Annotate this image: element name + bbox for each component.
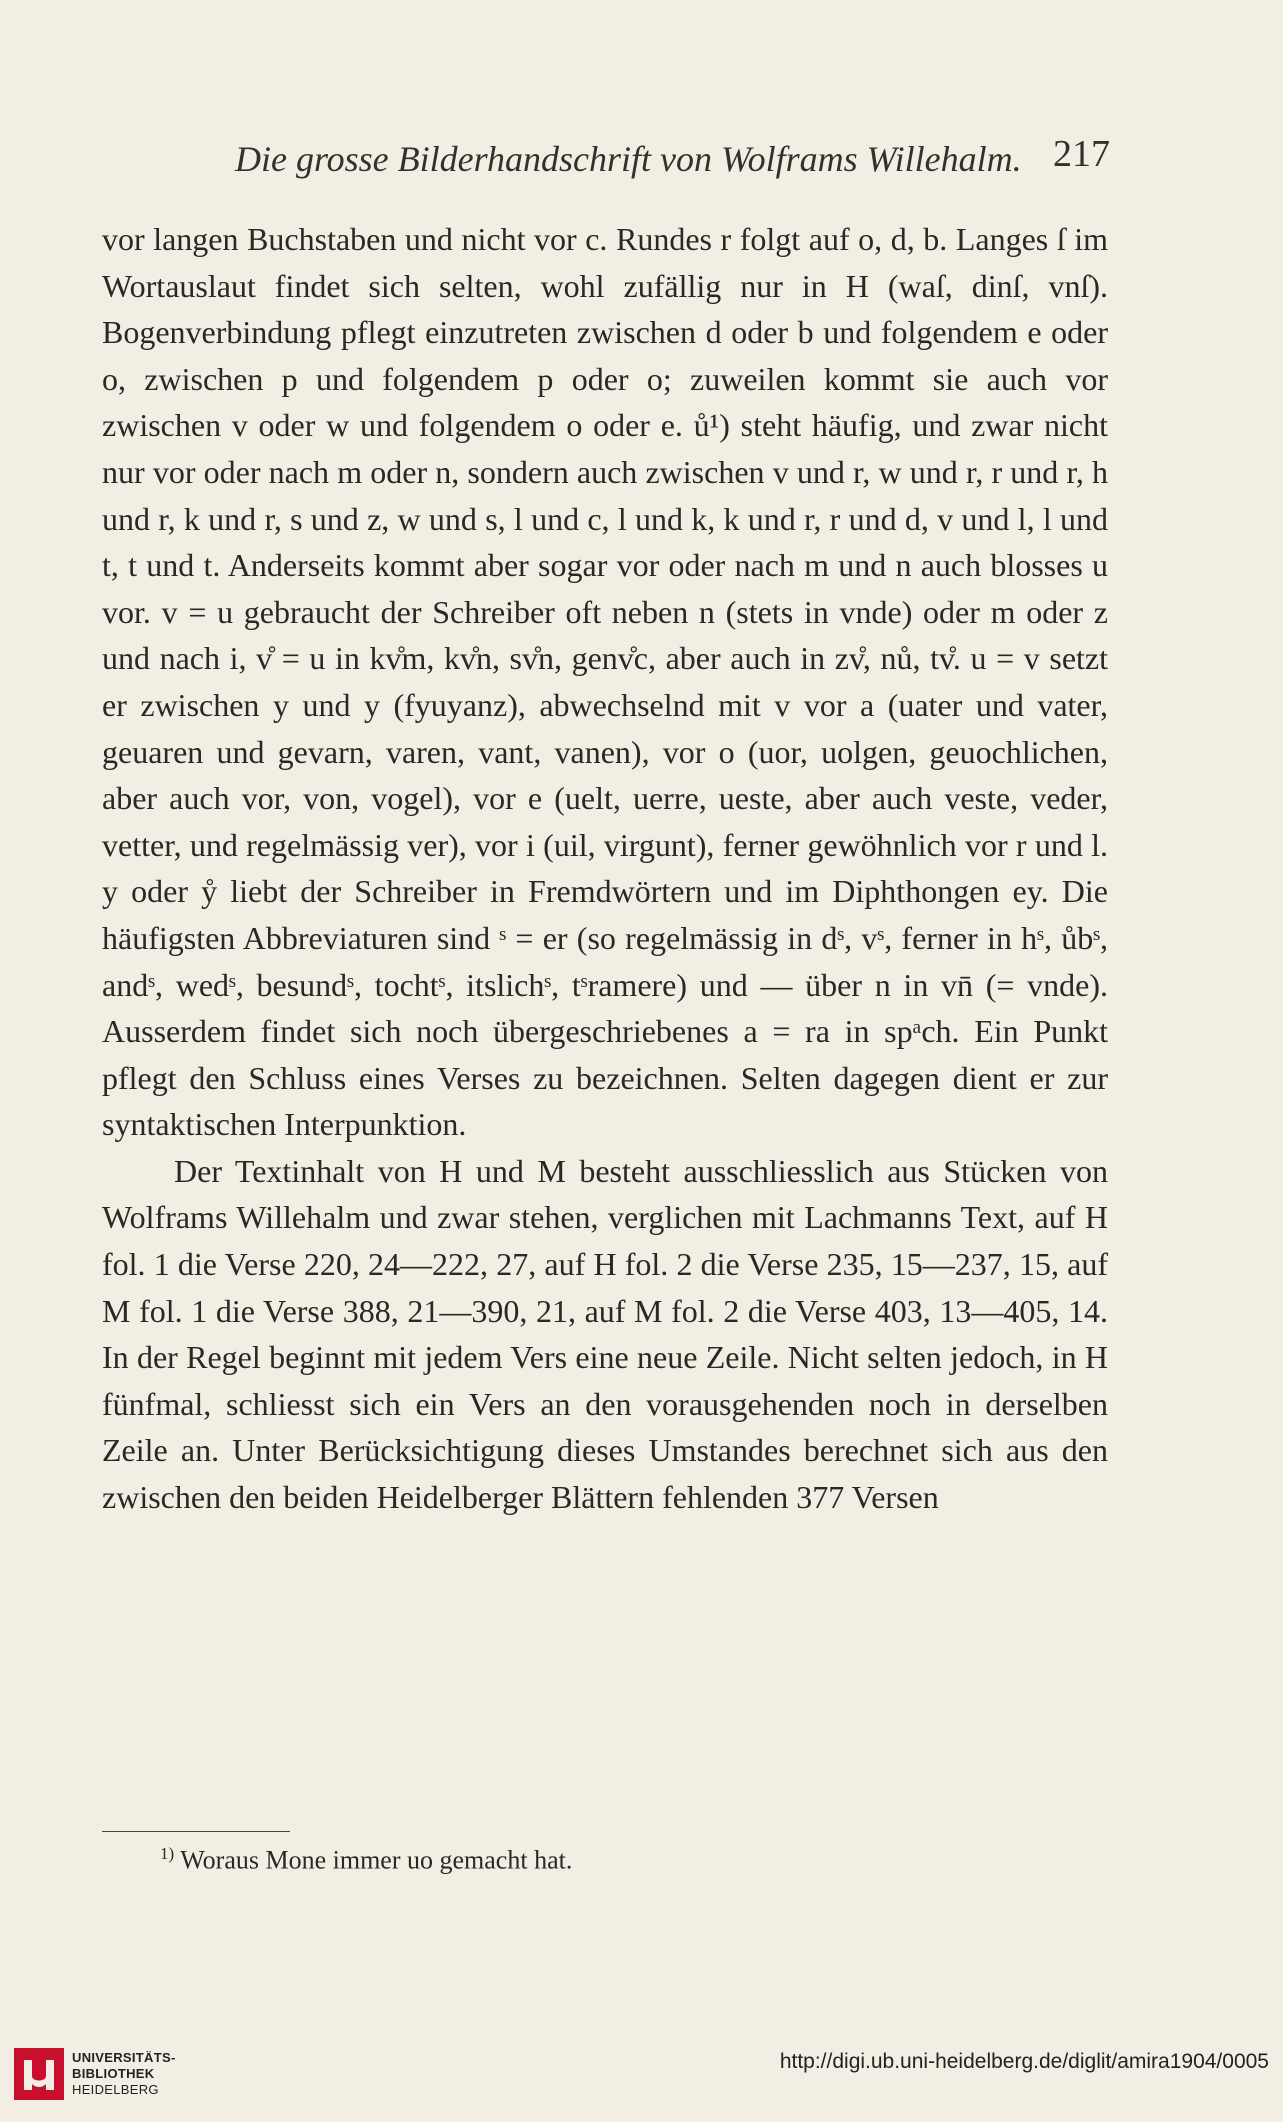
footnote bbox=[160, 1837, 1060, 1878]
footnote-divider bbox=[102, 1831, 290, 1832]
library-name: UNIVERSITÄTS- BIBLIOTHEK HEIDELBERG bbox=[72, 2050, 176, 2097]
library-seal-icon bbox=[12, 2046, 66, 2102]
library-logo[interactable] bbox=[12, 2046, 176, 2106]
body-text bbox=[102, 216, 1108, 1521]
footnote-text: Woraus Mone immer uo gemacht hat. bbox=[180, 1845, 573, 1875]
page-number: 217 bbox=[1053, 133, 1110, 175]
running-title: Die grosse Bilderhandschrift von Wolframs Willehalm. bbox=[235, 139, 1022, 179]
source-url[interactable] bbox=[780, 2050, 1269, 2074]
footer-bar bbox=[0, 2028, 1283, 2122]
footnote-marker: 1) bbox=[160, 1844, 175, 1863]
paragraph-2: Der Textinhalt von H und M besteht ausschliesslich aus Stücken von Wolframs Willehalm und zwar stehen, verglichen mit Lachmanns Text, auf H fol. 1 die Verse 220, 24—222, 27, auf H fol. 2 die Verse 235, 15—237, 15, auf M fol. 1 die Verse 388, 21—390, 21, auf M fol. 2 die Verse 403, 13—405, 14. In der Regel beginnt mit jedem Vers eine neue Zeile. Nicht selten jedoch, in H fünfmal, schliesst sich ein Vers an den vorausgehenden noch in derselben Zeile an. Unter Berücksichtigung dieses Umstandes berechnet sich aus den zwischen den beiden Heidelberger Blättern fehlenden 377 Versen bbox=[102, 1152, 1108, 1516]
paragraph-1: vor langen Buchstaben und nicht vor c. Rundes r folgt auf o, d, b. Langes ſ im Wortauslaut findet sich selten, wohl zufällig nur in H (waſ, dinſ, vnſ). Bogenverbindung pflegt einzutreten zwischen d oder b und folgendem e oder o, zwischen p und folgendem p oder o; zuweilen kommt sie auch vor zwischen v oder w und folgendem o oder e. ů¹) steht häufig, und zwar nicht nur vor oder nach m oder n, sondern auch zwischen v und r, w und r, r und r, h und r, k und r, s und z, w und s, l und c, l und k, k und r, r und d, v und l, l und t, t und t. Anderseits kommt aber sogar vor oder nach m und n auch blosses u vor. v = u gebraucht der Schreiber oft neben n (stets in vnde) oder m oder z und nach i, v̊ = u in kv̊m, kv̊n, sv̊n, genv̊c, aber auch in zv̊, nů, tv̊. u = v setzt er zwischen y und y (fyuyanz), abwechselnd mit v vor a (uater und vater, geuaren und gevarn, varen, vant, vanen), vor o (uor, uolgen, geuochlichen, aber auch vor, von, vogel), vor e (uelt, uerre, ueste, aber auch veste, veder, vetter, und regelmässig ver), vor i (uil, virgunt), ferner gewöhnlich vor r und l. y oder ẙ liebt der Schreiber in Fremdwörtern und im Diphthongen ey. Die häufigsten Abbreviaturen sind ˢ = er (so regelmässig in dˢ, vˢ, ferner in hˢ, ůbˢ, andˢ, wedˢ, besundˢ, tochtˢ, itslichˢ, tˢramere) und — über n in vn̄ (= vnde). Ausserdem findet sich noch übergeschriebenes a = ra in spᵃch. Ein Punkt pflegt den Schluss eines Verses zu bezeichnen. Selten dagegen dient er zur syntaktischen Interpunktion. bbox=[102, 221, 1108, 1143]
source-link[interactable]: http://digi.ub.uni-heidelberg.de/diglit/amira1904/0005 bbox=[779, 2050, 1269, 2073]
running-header bbox=[235, 132, 1110, 182]
